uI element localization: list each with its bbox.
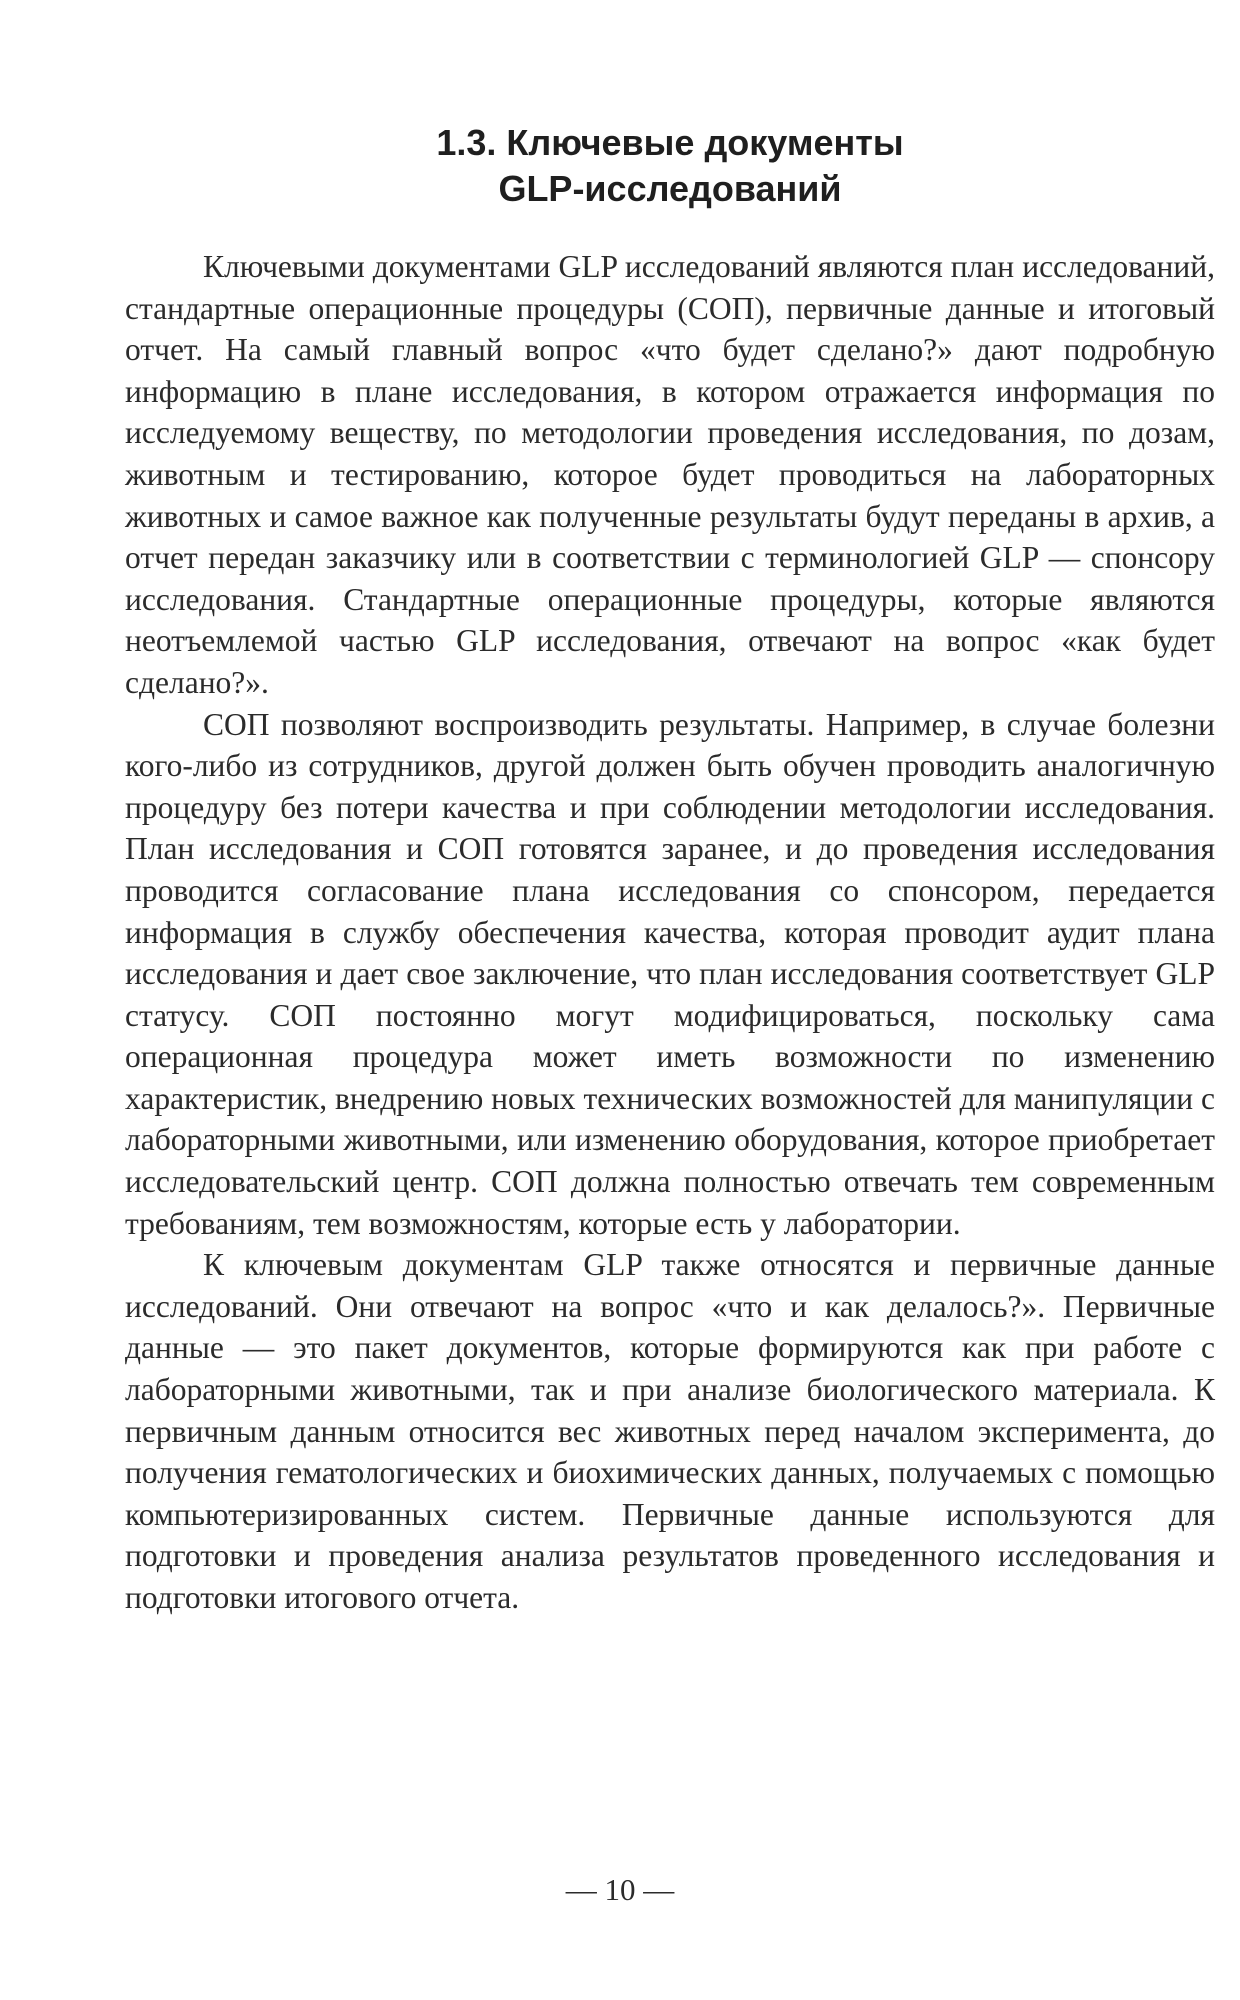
paragraph-primary-data: К ключевым документам GLP также относятся и первичные данные исследований. Они отвечают на вопрос «что и как делалось?». Первичные данные — это пакет документов, которые формируются как при работе с лабораторными животными, так и при анализе биологического материала. К первичным данным относится вес животных перед началом эксперимента, до получения гематологических и биохимических данных, получаемых с помощью компьютеризированных систем. Первичные данные используются для подготовки и проведения анализа результатов проведенного исследования и подготовки итогового отчета. xyxy=(125,1247,1215,1615)
section-title-line-1: 1.3. Ключевые документы xyxy=(436,122,904,163)
section-heading xyxy=(125,120,1215,212)
page-number: — 10 — xyxy=(565,1872,675,1907)
page-content xyxy=(125,120,1215,1619)
paragraph-sop: СОП позволяют воспроизводить результаты. Например, в случае болезни кого-либо из сотрудников, другой должен быть обучен проводить аналогичную процедуру без потери качества и при соблюдении методологии исследования. План исследования и СОП готовятся заранее, и до проведения исследования проводится согласование плана исследования со спонсором, передается информация в службу обеспечения качества, которая проводит аудит плана исследования и дает свое заключение, что план исследования соответствует GLP статусу. СОП постоянно могут модифицироваться, поскольку сама операционная процедура может иметь возможности по изменению характеристик, внедрению новых технических возможностей для манипуляции с лабораторными животными, или изменению оборудования, которое приобретает исследовательский центр. СОП должна полностью отвечать тем современным требованиям, тем возможностям, которые есть у лаборатории. xyxy=(125,706,1215,1241)
section-title-line-2: GLP-исследований xyxy=(498,168,842,209)
paragraph-key-documents: Ключевыми документами GLP исследований являются план исследований, стандартные операционные процедуры (СОП), первичные данные и итоговый отчет. На самый главный вопрос «что будет сделано?» дают подробную информацию в плане исследования, в котором отражается информация по исследуемому веществу, по методологии проведения исследования, по дозам, животным и тестированию, которое будет проводиться на лабораторных животных и самое важное как полученные результаты будут переданы в архив, а отчет передан заказчику или в соответствии с терминологией GLP — спонсору исследования. Стандартные операционные процедуры, которые являются неотъемлемой частью GLP исследования, отвечают на вопрос «как будет сделано?». xyxy=(125,249,1215,700)
